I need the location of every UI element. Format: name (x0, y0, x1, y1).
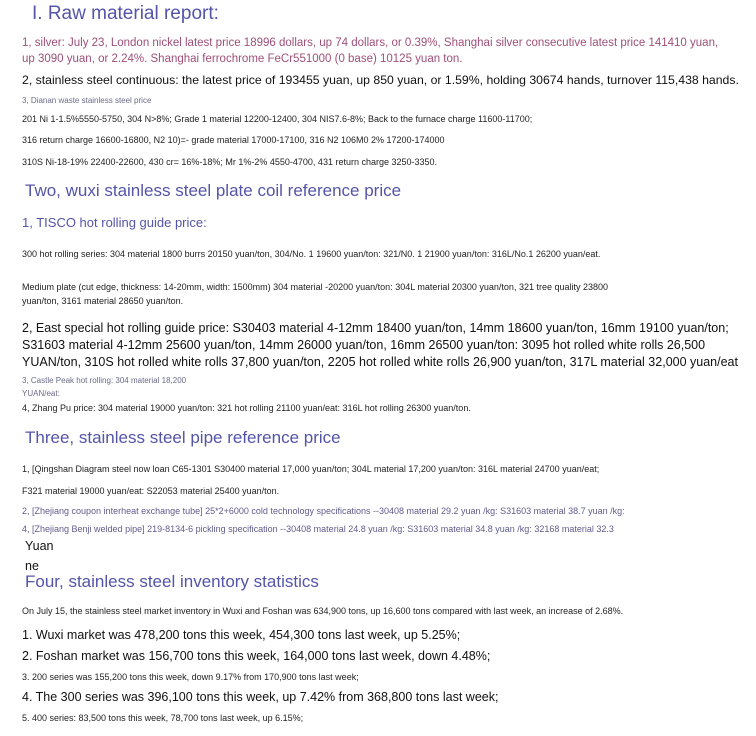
tisco-subheading: 1, TISCO hot rolling guide price: (22, 215, 207, 230)
zhejiang-benji-line: 4, [Zhejiang Benji welded pipe] 219-8134-6 pickling specification --30408 material 24.8 yuan /kg: S31603 material 34.8 yuan /kg: 32168 material 32.3 (22, 524, 614, 534)
series-300-line: 4. The 300 series was 396,100 tons this week, up 7.42% from 368,800 tons last week; (22, 690, 499, 704)
inventory-intro: On July 15, the stainless steel market inventory in Wuxi and Foshan was 634,900 tons, up 16,600 tons compared with last week, an increase of 2.68%. (22, 606, 624, 616)
section-2-heading: Two, wuxi stainless steel plate coil reference price (25, 181, 402, 200)
stainless-continuous-line: 2, stainless steel continuous: the latest price of 193455 yuan, up 850 yuan, or 1.59%, holding 30674 hands, turnover 115,438 hands. (22, 73, 739, 87)
qingshan-line-1: 1, [Qingshan Diagram steel now loan C65-1301 S30400 material 17,000 yuan/ton; 304L material 17,200 yuan/ton: 316L material 24700 yuan/eat; (22, 464, 600, 474)
east-special-line-3: YUAN/ton, 310S hot rolled white rolls 37,800 yuan/ton, 2205 hot rolled white rolls 26,900 yuan/ton, 317L material 32,000 yuan/eat (22, 355, 738, 369)
castle-peak-line-2: YUAN/eat: (22, 389, 60, 398)
foshan-market-line: 2. Foshan market was 156,700 tons this week, 164,000 tons last week, down 4.48%; (22, 649, 491, 663)
section-4-heading: Four, stainless steel inventory statistics (25, 572, 319, 591)
castle-peak-line-1: 3, Castle Peak hot rolling: 304 material 18,200 (22, 376, 187, 385)
series-400-line: 5. 400 series: 83,500 tons this week, 78,700 tons last week, up 6.15%; (22, 713, 304, 723)
qingshan-line-2: F321 material 19000 yuan/eat: S22053 material 25400 yuan/ton. (22, 486, 280, 496)
wuxi-market-line: 1. Wuxi market was 478,200 tons this week, 454,300 tons last week, up 5.25%; (22, 628, 461, 642)
ne-fragment: ne (25, 559, 39, 573)
tisco-line-2a: Medium plate (cut edge, thickness: 14-20mm, width: 1500mm) 304 material -20200 yuan/ton: 304L material 20300 yuan/ton, 321 tree quality 23800 (22, 282, 609, 292)
waste-price-line-3: 310S Ni-18-19% 22400-22600, 430 cr= 16%-18%; Mr 1%-2% 4550-4700, 431 return charge 3250-3350. (22, 157, 438, 167)
tisco-line-2b: yuan/ton, 3161 material 28650 yuan/ton. (22, 296, 184, 306)
section-3-heading: Three, stainless steel pipe reference price (25, 428, 341, 447)
yuan-fragment: Yuan (25, 539, 54, 553)
waste-price-line-1: 201 Ni 1-1.5%5550-5750, 304 N>8%; Grade 1 material 12200-12400, 304 NIS7.6-8%; Back to the furnace charge 11600-11700; (22, 114, 533, 124)
tisco-line-1: 300 hot rolling series: 304 material 1800 burrs 20150 yuan/ton, 304/No. 1 19600 yuan/ton: 321/N0. 1 21900 yuan/ton: 316L/No.1 26200 yuan/eat. (22, 249, 601, 259)
silver-line-1: 1, silver: July 23, London nickel latest price 18996 dollars, up 74 dollars, or 0.39%, Shanghai silver consecutive latest price 141410 yuan, (22, 37, 719, 49)
east-special-line-1: 2, East special hot rolling guide price: S30403 material 4-12mm 18400 yuan/ton, 14mm 18600 yuan/ton, 16mm 19100 yuan/ton; (22, 321, 729, 335)
zhang-pu-line: 4, Zhang Pu price: 304 material 19000 yuan/ton: 321 hot rolling 21100 yuan/eat: 316L hot rolling 26300 yuan/ton. (22, 403, 471, 413)
east-special-line-2: S31603 material 4-12mm 25600 yuan/ton, 14mm 26000 yuan/ton, 16mm 26500 yuan/ton: 3095 hot rolled white rolls 26,500 (22, 338, 706, 352)
waste-price-line-2: 316 return charge 16600-16800, N2 10)=- grade material 17000-17100, 316 N2 106M0 2% 17200-174000 (22, 135, 445, 145)
series-200-line: 3. 200 series was 155,200 tons this week, down 9.17% from 170,900 tons last week; (22, 672, 359, 682)
section-1-heading: I. Raw material report: (32, 3, 219, 24)
silver-line-2: up 3090 yuan, or 2.24%. Shanghai ferrochrome FeCr551000 (0 base) 10125 yuan ton. (22, 53, 463, 65)
zhejiang-coupon-line: 2, [Zhejiang coupon interheat exchange tube] 25*2+6000 cold technology specifications --30408 material 29.2 yuan /kg: S31603 material 38.7 yuan /kg: (22, 506, 625, 516)
waste-price-title: 3, Dianan waste stainless steel price (22, 96, 152, 105)
